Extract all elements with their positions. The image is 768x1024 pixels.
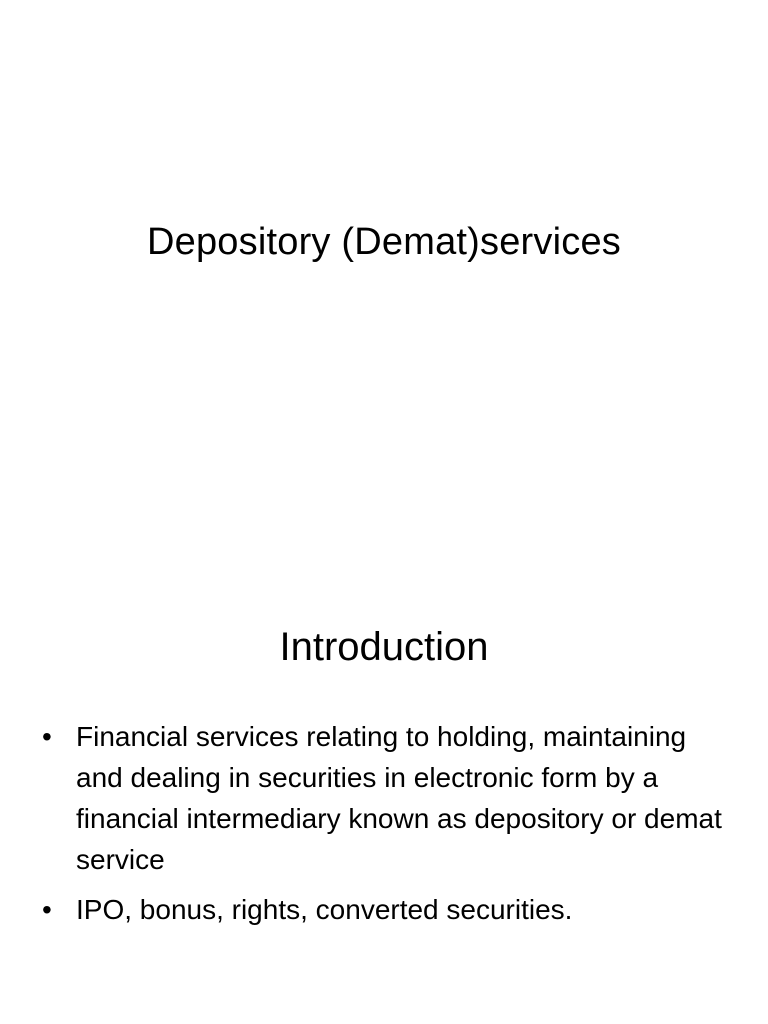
- content-slide: [0, 512, 768, 1024]
- slide-heading: Introduction: [279, 625, 489, 669]
- bullet-text: IPO, bonus, rights, converted securities.: [76, 894, 573, 925]
- bullet-item: [40, 889, 730, 930]
- bullet-item: [40, 716, 730, 880]
- bullet-text: Financial services relating to holding, maintaining and dealing in securities in electronic form by a financial intermediary known as depository or demat service: [76, 721, 722, 875]
- slide-title: Depository (Demat)services: [147, 221, 621, 263]
- bullet-marker: •: [42, 894, 52, 925]
- bullet-list: [40, 716, 730, 939]
- bullet-marker: •: [42, 721, 52, 752]
